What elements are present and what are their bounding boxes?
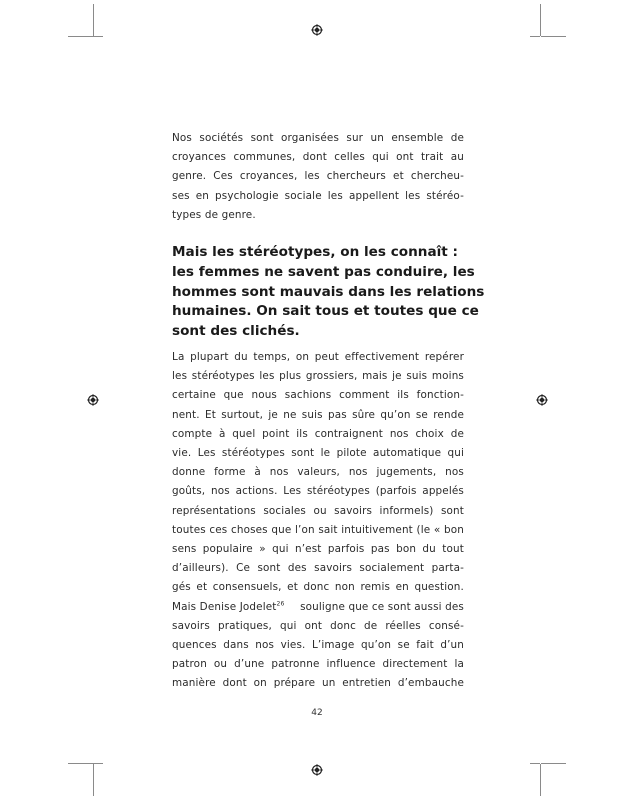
crop-mark [530,763,540,764]
text-line [172,598,464,617]
crop-mark [93,764,94,796]
pull-quote-line: sont des clichés. [172,323,300,340]
text-line: La plupart du temps, on peut effectivement repérer [172,351,464,363]
text-segment: souligne que ce sont aussi des [300,600,464,613]
text-line: Nos sociétés sont organisées sur un ensemble de [172,132,464,144]
registration-mark-icon [87,394,99,406]
text-line: d’ailleurs). Ce sont des savoirs socialement parta- [172,562,464,575]
text-segment: Mais Denise Jodelet [172,600,277,613]
text-line: certaine que nous sachions comment ils fonction- [172,389,464,402]
text-line: les stéréotypes les plus grossiers, mais je suis moins [172,370,464,383]
crop-mark [540,4,541,36]
text-line: genre. Ces croyances, les chercheurs et chercheu- [172,170,464,183]
footnote-reference[interactable]: 26 [276,600,285,608]
body-paragraph [172,348,464,694]
text-line: savoirs pratiques, qui ont donc de réelles consé- [172,619,464,632]
text-line: types de genre. [172,208,256,221]
text-line: ses en psychologie sociale les appellent les stéréo- [172,189,464,202]
text-line: représentations sociales ou savoirs informels) sont [172,504,464,517]
pull-quote [172,243,485,342]
text-line: manière dont on prépare un entretien d’embauche [172,677,464,690]
text-line: quences dans nos vies. L’image qu’on se fait d’un [172,639,464,652]
registration-mark-icon [536,394,548,406]
crop-mark [541,36,566,37]
text-line: vie. Les stéréotypes sont le pilote automatique qui [172,447,464,460]
pull-quote-line: hommes sont mauvais dans les relations [172,283,485,300]
pull-quote-line: les femmes ne savent pas conduire, les [172,263,475,280]
text-line: sens populaire » qui n’est parfois pas bon du tout [172,543,464,556]
pull-quote-line: humaines. On sait tous et toutes que ce [172,303,479,320]
crop-mark [541,763,566,764]
text-line: nent. Et surtout, je ne suis pas sûre qu’on se rende [172,408,464,421]
crop-mark [93,36,103,37]
text-line: goûts, nos actions. Les stéréotypes (parfois appelés [172,485,464,498]
text-line: donne forme à nos valeurs, nos jugements, nos [172,466,464,479]
crop-mark [68,36,93,37]
crop-mark [93,763,103,764]
crop-mark [530,36,540,37]
text-line: patron ou d’une patronne influence directement la [172,658,464,671]
text-line: compte à quel point ils contraignent nos choix de [172,427,464,440]
pull-quote-line: Mais les stéréotypes, on les connaît : [172,244,458,260]
crop-mark [68,763,93,764]
text-segment [172,598,284,617]
crop-mark [540,764,541,796]
text-line: toutes ces choses que l’on sait intuitivement (le « bon [172,523,464,536]
registration-mark-icon [311,764,323,776]
intro-paragraph [172,129,464,225]
text-line: gés et consensuels, et donc non remis en question. [172,581,464,594]
crop-mark [93,4,94,36]
text-line: croyances communes, dont celles qui ont trait au [172,151,464,164]
registration-mark-icon [311,24,323,36]
page-number: 42 [311,708,323,718]
